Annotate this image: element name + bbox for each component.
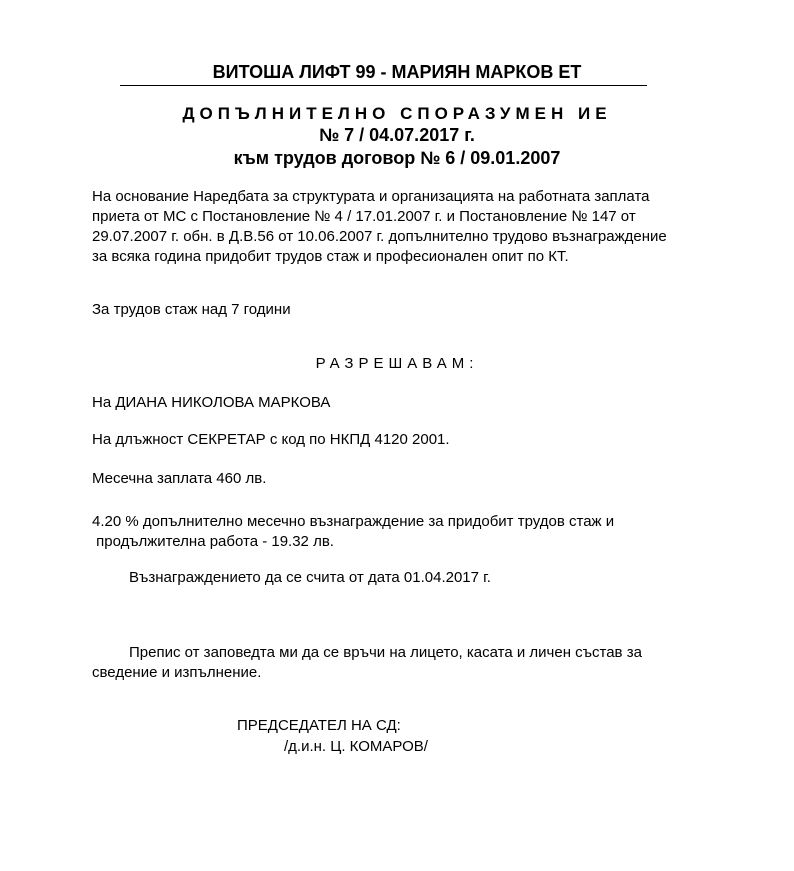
legal-basis-line: приета от МС с Постановление № 4 / 17.01.2007 г. и Постановление № 147 от [92, 208, 636, 225]
employee-position: На длъжност СЕКРЕТАР с код по НКПД 4120 2001. [92, 431, 450, 448]
copy-line: сведение и изпълнение. [92, 664, 262, 681]
copy-line: Препис от заповедта ми да се връчи на лицето, касата и личен състав за [129, 644, 642, 661]
signatory-title: ПРЕДСЕДАТЕЛ НА СД: [237, 717, 401, 734]
document-title: ДОПЪЛНИТЕЛНО СПОРАЗУМЕН ИЕ [182, 104, 612, 123]
effective-date-line: Възнаграждението да се счита от дата 01.04.2017 г. [129, 569, 491, 586]
resolution-heading: РАЗРЕШАВАМ: [315, 355, 479, 372]
document-number: № 7 / 04.07.2017 г. [319, 125, 475, 145]
monthly-salary: Месечна заплата 460 лв. [92, 470, 267, 487]
contract-reference: към трудов договор № 6 / 09.01.2007 [233, 148, 561, 168]
company-name: ВИТОША ЛИФТ 99 - МАРИЯН МАРКОВ ЕТ [212, 62, 582, 82]
legal-basis-line: 29.07.2007 г. обн. в Д.В.56 от 10.06.2007 г. допълнително трудово възнаграждение [92, 228, 667, 245]
header-divider [120, 85, 647, 86]
legal-basis-line: за всяка година придобит трудов стаж и професионален опит по КТ. [92, 248, 569, 265]
legal-basis-paragraph [92, 187, 702, 267]
bonus-paragraph [92, 512, 614, 552]
bonus-line: продължителна работа - 19.32 лв. [92, 533, 334, 550]
employee-name: На ДИАНА НИКОЛОВА МАРКОВА [92, 394, 331, 411]
seniority-line: За трудов стаж над 7 години [92, 301, 291, 318]
bonus-line: 4.20 % допълнително месечно възнаграждение за придобит трудов стаж и [92, 513, 615, 530]
signatory-name: /д.и.н. Ц. КОМАРОВ/ [284, 738, 428, 755]
copy-paragraph [92, 643, 642, 683]
legal-basis-line: На основание Наредбата за структурата и организацията на работната заплата [92, 188, 650, 205]
